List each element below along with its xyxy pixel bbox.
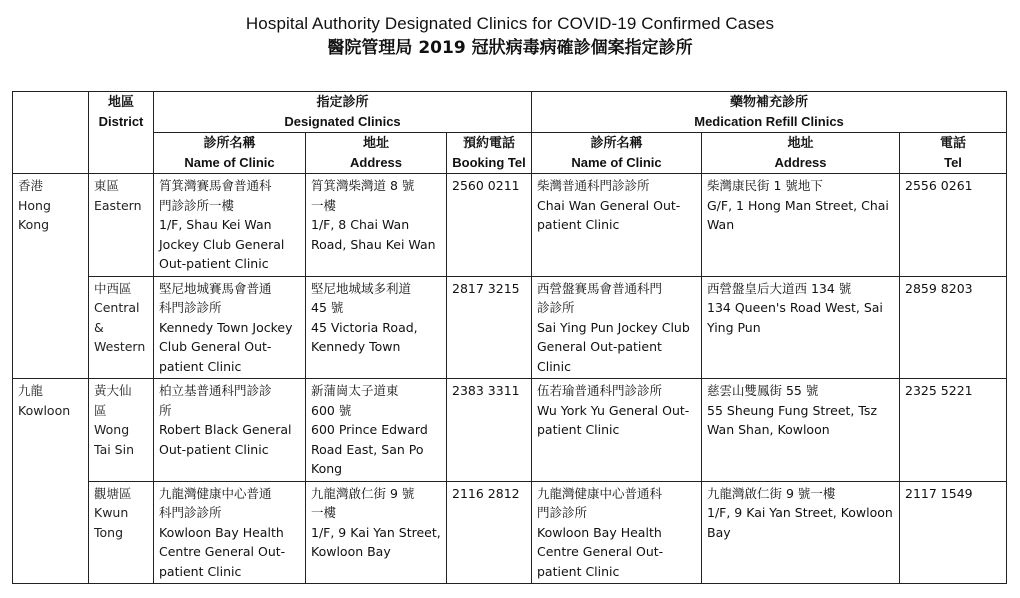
refill-name-zh-line: 門診診所 — [537, 505, 588, 520]
refill-address-zh-line: 柴灣康民街 1 號地下 — [707, 178, 823, 193]
header-address-en: Address — [349, 155, 403, 170]
clinic-name-en-line: patient Clinic — [159, 358, 242, 374]
refill-name-zh-line: 伍若瑜普通科門診診所 — [537, 383, 663, 398]
region-en-line: Kowloon — [18, 402, 71, 418]
address-en-line: Road, Shau Kei Wan — [311, 236, 436, 252]
refill-address-cell — [702, 481, 900, 584]
header-booking-tel-en: Booking Tel — [452, 155, 526, 170]
refill-tel-cell — [900, 481, 1007, 584]
district-en-line: Kwun — [94, 505, 129, 520]
district-en-line: Eastern — [94, 197, 142, 213]
header-booking-tel-zh: 預約電話 — [462, 136, 515, 151]
header-refill-address-zh: 地址 — [787, 136, 814, 151]
refill-address-en-line: 134 Queen's Road West, Sai — [707, 300, 883, 315]
refill-address-en-line: Wan — [707, 217, 735, 232]
refill-name-en-line: patient Clinic — [537, 422, 620, 437]
designated-clinic-name-cell — [154, 379, 306, 482]
clinic-name-en-line: Robert Black General — [159, 422, 292, 437]
clinic-name-en-line: Out-patient Clinic — [159, 441, 269, 457]
refill-address-en-line: 55 Sheung Fung Street, Tsz — [707, 402, 878, 418]
header-region-blank — [13, 92, 89, 174]
header-district-zh: 地區 — [107, 95, 134, 110]
clinic-name-zh-line: 所 — [159, 402, 172, 418]
refill-name-en-line: Sai Ying Pun Jockey Club — [537, 319, 690, 335]
designated-clinic-name-cell — [154, 481, 306, 584]
district-cell-wong-tai-sin — [89, 379, 154, 482]
refill-name-en-line: Kowloon Bay Health — [537, 524, 662, 540]
address-en-line: 600 Prince Edward — [311, 422, 428, 437]
clinics-table — [12, 91, 1007, 584]
header-refill-address — [702, 133, 900, 174]
address-zh-line: 600 號 — [311, 402, 352, 418]
region-en-line: Kong — [18, 217, 50, 232]
refill-address-en-line: G/F, 1 Hong Man Street, Chai — [707, 197, 889, 213]
header-address-zh: 地址 — [362, 136, 389, 151]
refill-address-cell — [702, 174, 900, 277]
refill-name-en-line: Centre General Out- — [537, 544, 664, 559]
district-cell-kwun-tong — [89, 481, 154, 584]
header-clinic-name — [154, 133, 306, 174]
refill-address-en-line: Wan Shan, Kowloon — [707, 422, 830, 437]
clinic-name-en-line: Kowloon Bay Health — [159, 524, 284, 540]
address-zh-line: 45 號 — [311, 300, 344, 315]
district-zh: 觀塘區 — [94, 485, 132, 501]
clinic-name-zh-line: 筲箕灣賽馬會普通科 — [159, 178, 272, 193]
district-en-line: Wong — [94, 422, 130, 437]
district-zh-line: 黃大仙 — [94, 383, 132, 398]
designated-address-cell — [306, 276, 447, 379]
header-refill-clinic-name-en: Name of Clinic — [571, 155, 662, 170]
designated-clinic-name-cell — [154, 276, 306, 379]
refill-name-en-line: patient Clinic — [537, 217, 620, 232]
header-refill-clinic-name — [532, 133, 702, 174]
booking-tel: 2817 3215 — [452, 280, 520, 296]
region-cell-kowloon — [13, 379, 89, 584]
table-row — [13, 379, 1007, 482]
header-clinic-name-zh: 診所名稱 — [203, 136, 256, 151]
refill-clinic-name-cell — [532, 481, 702, 584]
address-en-line: 1/F, 9 Kai Yan Street, — [311, 524, 441, 540]
refill-address-en-line: Ying Pun — [707, 319, 761, 335]
header-clinic-name-en: Name of Clinic — [184, 155, 275, 170]
refill-name-zh-line: 柴灣普通科門診診所 — [537, 178, 650, 193]
address-en-line: 1/F, 8 Chai Wan — [311, 217, 410, 232]
designated-address-cell — [306, 481, 447, 584]
clinic-name-zh-line: 科門診診所 — [159, 300, 222, 315]
header-refill-group — [532, 92, 1007, 133]
refill-name-zh-line: 診診所 — [537, 300, 575, 315]
region-en-line: Hong — [18, 197, 51, 213]
header-tel-zh: 電話 — [940, 136, 967, 151]
address-en-line: Kong — [311, 461, 343, 476]
district-cell-central-western — [89, 276, 154, 379]
designated-clinic-name-cell — [154, 174, 306, 277]
clinic-name-en-line: Out-patient Clinic — [159, 256, 269, 271]
header-designated-group-en: Designated Clinics — [284, 114, 401, 129]
refill-address-en-line: Bay — [707, 524, 731, 540]
address-zh-line: 堅尼地城域多利道 — [311, 280, 412, 296]
refill-name-en-line: Wu York Yu General Out- — [537, 402, 690, 418]
clinic-name-en-line: 1/F, Shau Kei Wan — [159, 217, 272, 232]
clinic-name-zh-line: 科門診診所 — [159, 505, 222, 520]
refill-tel: 2325 5221 — [905, 383, 973, 398]
district-en-line: Central — [94, 300, 140, 315]
refill-clinic-name-cell — [532, 174, 702, 277]
refill-address-cell — [702, 379, 900, 482]
clinic-name-en-line: Centre General Out- — [159, 544, 286, 559]
page-title-block — [0, 12, 1020, 60]
booking-tel-cell — [447, 379, 532, 482]
refill-address-cell — [702, 276, 900, 379]
header-booking-tel — [447, 133, 532, 174]
booking-tel: 2560 0211 — [452, 178, 520, 193]
header-designated-group — [154, 92, 532, 133]
district-en-line: & — [94, 319, 104, 335]
address-zh-line: 新蒲崗太子道東 — [311, 383, 399, 398]
refill-tel-cell — [900, 174, 1007, 277]
refill-name-en-line: General Out-patient Clinic — [537, 339, 662, 374]
booking-tel: 2383 3311 — [452, 383, 520, 398]
page-title-english: Hospital Authority Designated Clinics for COVID-19 Confirmed Cases — [245, 14, 775, 33]
refill-tel-cell — [900, 379, 1007, 482]
refill-address-zh-line: 慈雲山雙鳳街 55 號 — [707, 383, 819, 398]
table-row — [13, 481, 1007, 584]
address-zh-line: 筲箕灣柴灣道 8 號 — [311, 178, 415, 193]
header-row-columns — [13, 133, 1007, 174]
refill-address-zh-line: 西營盤皇后大道西 134 號 — [707, 280, 852, 296]
header-designated-group-zh: 指定診所 — [316, 95, 369, 110]
district-en-line: Western — [94, 339, 146, 354]
header-tel — [900, 133, 1007, 174]
booking-tel-cell — [447, 481, 532, 584]
header-district-en: District — [98, 114, 144, 129]
refill-tel: 2556 0261 — [905, 178, 973, 193]
address-zh-line: 一樓 — [311, 197, 337, 213]
header-refill-group-zh: 藥物補充診所 — [730, 95, 809, 110]
refill-clinic-name-cell — [532, 379, 702, 482]
clinic-name-en-line: Club General Out- — [159, 339, 272, 354]
refill-name-en-line: patient Clinic — [537, 563, 620, 579]
district-en-line: Tai Sin — [94, 441, 135, 457]
booking-tel-cell — [447, 276, 532, 379]
refill-tel-cell — [900, 276, 1007, 379]
refill-tel: 2859 8203 — [905, 280, 973, 296]
region-cell-hong-kong — [13, 174, 89, 379]
address-en-line: Kennedy Town — [311, 339, 401, 354]
header-refill-address-en: Address — [774, 155, 827, 170]
booking-tel-cell — [447, 174, 532, 277]
clinic-name-zh-line: 門診診所一樓 — [159, 197, 235, 213]
address-en-line: Road East, San Po — [311, 441, 424, 457]
district-zh: 東區 — [94, 178, 120, 193]
district-en-line: Tong — [94, 524, 124, 540]
district-zh: 中西區 — [94, 280, 132, 296]
header-tel-en: Tel — [944, 155, 962, 170]
refill-name-en-line: Chai Wan General Out- — [537, 197, 681, 213]
header-refill-group-en: Medication Refill Clinics — [694, 114, 844, 129]
designated-address-cell — [306, 174, 447, 277]
refill-clinic-name-cell — [532, 276, 702, 379]
address-en-line: Kowloon Bay — [311, 544, 391, 559]
refill-tel: 2117 1549 — [905, 485, 973, 501]
refill-name-zh-line: 九龍灣健康中心普通科 — [537, 485, 663, 501]
clinic-name-zh-line: 九龍灣健康中心普通 — [159, 485, 272, 501]
address-zh-line: 九龍灣啟仁街 9 號 — [311, 485, 415, 501]
address-zh-line: 一樓 — [311, 505, 337, 520]
region-zh: 香港 — [18, 178, 44, 193]
table-row — [13, 174, 1007, 277]
clinic-name-zh-line: 柏立基普通科門診診 — [159, 383, 272, 398]
region-zh: 九龍 — [18, 383, 44, 398]
header-row-group — [13, 92, 1007, 133]
header-address — [306, 133, 447, 174]
refill-address-en-line: 1/F, 9 Kai Yan Street, Kowloon — [707, 505, 893, 520]
district-zh-line: 區 — [94, 402, 107, 418]
header-refill-clinic-name-zh: 診所名稱 — [590, 136, 643, 151]
refill-address-zh-line: 九龍灣啟仁街 9 號一樓 — [707, 485, 836, 501]
clinic-name-zh-line: 堅尼地城賽馬會普通 — [159, 280, 272, 296]
header-district — [89, 92, 154, 174]
table-row — [13, 276, 1007, 379]
district-cell-eastern — [89, 174, 154, 277]
clinic-name-en-line: Kennedy Town Jockey — [159, 319, 293, 335]
booking-tel: 2116 2812 — [452, 485, 520, 501]
designated-address-cell — [306, 379, 447, 482]
clinic-name-en-line: patient Clinic — [159, 563, 242, 579]
clinic-name-en-line: Jockey Club General — [159, 236, 285, 252]
address-en-line: 45 Victoria Road, — [311, 319, 418, 335]
page-title-chinese: 醫院管理局 2019 冠狀病毒病確診個案指定診所 — [327, 38, 693, 58]
refill-name-zh-line: 西營盤賽馬會普通科門 — [537, 280, 663, 296]
